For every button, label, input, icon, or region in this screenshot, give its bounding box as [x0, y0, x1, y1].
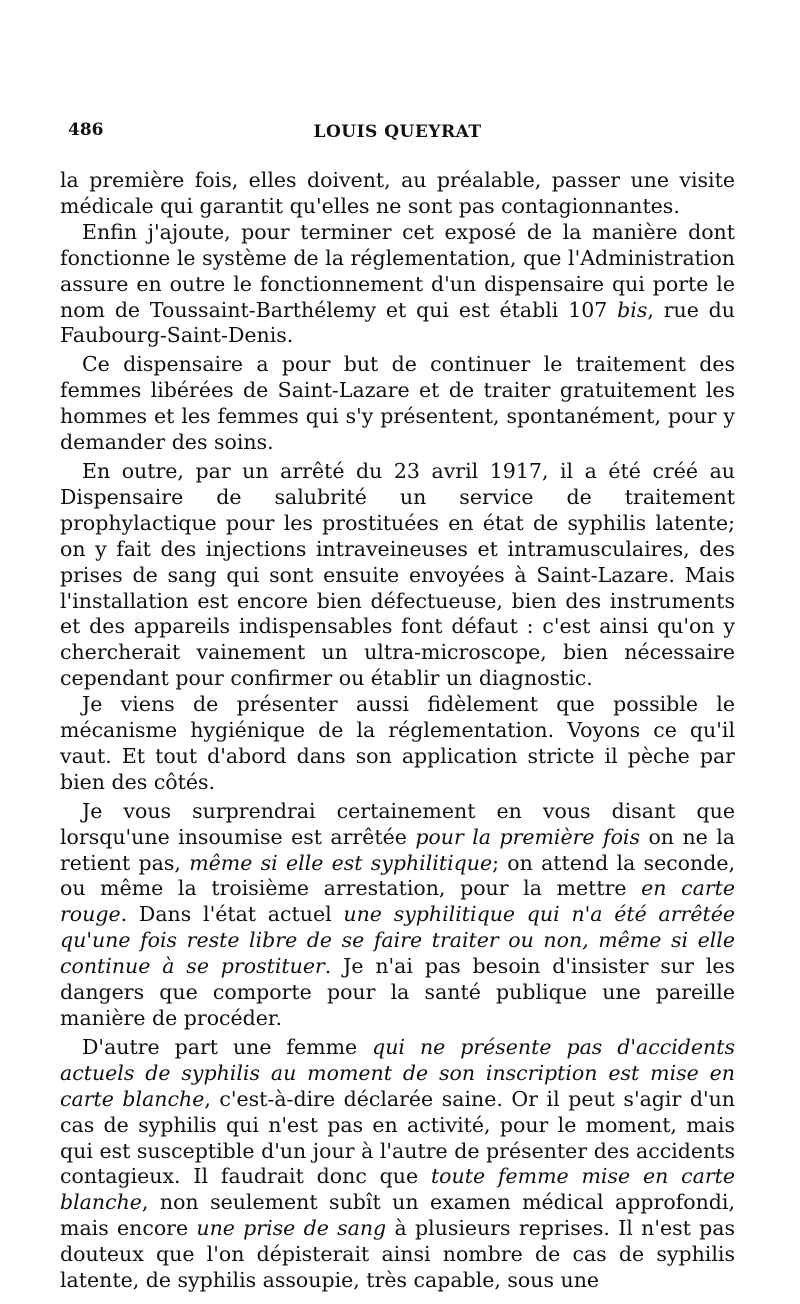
text-run: on ne la retient pas, [60, 824, 735, 875]
page-body [60, 168, 735, 1294]
text-run: , c'est-à-dire déclarée saine. Or il peut s'agir d'un cas de syphilis qui n'est pas en activité, pour le moment, mais qui est susceptible d'un jour à l'autre de présenter des accidents contagieux. Il faudrait donc que [60, 1086, 735, 1189]
paragraph [60, 799, 735, 1032]
text-run: Je viens de présenter aussi fidèlement que possible le mécanisme hygiénique de la réglementation. Voyons ce qu'il vaut. Et tout d'abord dans son application stricte il pèche par bien des côtés. [60, 692, 735, 794]
text-run-italic: une prise de sang [196, 1216, 387, 1241]
paragraph [60, 220, 735, 350]
page-header [60, 120, 735, 150]
text-run-italic: pour la première fois [415, 824, 641, 849]
text-run-italic: même si elle est syphilitique [189, 850, 493, 875]
page-number: 486 [68, 120, 104, 140]
paragraph [60, 168, 735, 220]
text-run-italic: qui ne présente pas d'accidents actuels de syphilis au moment de son inscription est mise en carte blanche [60, 1034, 735, 1111]
text-run-italic: une syphilitique qui n'a été arrêtée qu'une fois reste libre de se faire traiter ou non, même si elle continue à se prostituer [60, 902, 735, 979]
text-run: Ce dispensaire a pour but de continuer le traitement des femmes libérées de Saint-Lazare et de traiter gratuitement les hommes et les femmes qui s'y présentent, spontanément, pour y demander des soins. [60, 352, 735, 455]
text-run: Enfin j'ajoute, pour terminer cet exposé de la manière dont fonctionne le système de la réglementation, que l'Administration assure en outre le fonctionnement d'un dispensaire qui porte le nom de Toussaint-Barthélemy et qui est établi 107 [60, 219, 735, 322]
paragraph [60, 1035, 735, 1294]
text-run-italic: toute femme mise en carte blanche [60, 1164, 735, 1215]
text-run: ; on attend la seconde, ou même la troisième arrestation, pour la mettre [60, 850, 735, 901]
text-run: la première fois, elles doivent, au préalable, passer une visite médicale qui garantit qu'elles ne sont pas contagionnantes. [60, 168, 735, 218]
paragraph [60, 459, 735, 692]
text-run-italic: en carte rouge [60, 876, 735, 927]
text-run: . Je n'ai pas besoin d'insister sur les dangers que comporte pour la santé publique une pareille manière de procéder. [60, 954, 736, 1030]
text-run: Je vous surprendrai certainement en vous disant que lorsqu'une insoumise est arrêtée [60, 798, 735, 849]
text-run: , rue du Faubourg-Saint-Denis. [60, 297, 735, 348]
text-run-italic: bis [617, 297, 648, 322]
text-run: à plusieurs reprises. Il n'est pas douteux que l'on dépisterait ainsi nombre de cas de syphilis latente, de syphilis assoupie, très capable, sous une [60, 1216, 735, 1293]
text-run: , non seulement subît un examen médical approfondi, mais encore [60, 1190, 735, 1241]
paragraph [60, 352, 735, 456]
running-title: LOUIS QUEYRAT [313, 122, 482, 142]
text-run: En outre, par un arrêté du 23 avril 1917, il a été créé au Dispensaire de salubrité un service de traitement prophylactique pour les prostituées en état de syphilis latente; on y fait des injections intraveineuses et intramusculaires, des prises de sang qui sont ensuite envoyées à Saint-Lazare. Mais l'installation est encore bien défectueuse, bien des instruments et des appareils indispensables font défaut : c'est ainsi qu'on y chercherait vainement un ultra-microscope, bien nécessaire cependant pour confirmer ou établir un diagnostic. [60, 458, 735, 691]
text-run: D'autre part une femme [82, 1034, 373, 1059]
paragraph [60, 692, 735, 796]
text-run: . Dans l'état actuel [120, 902, 344, 927]
